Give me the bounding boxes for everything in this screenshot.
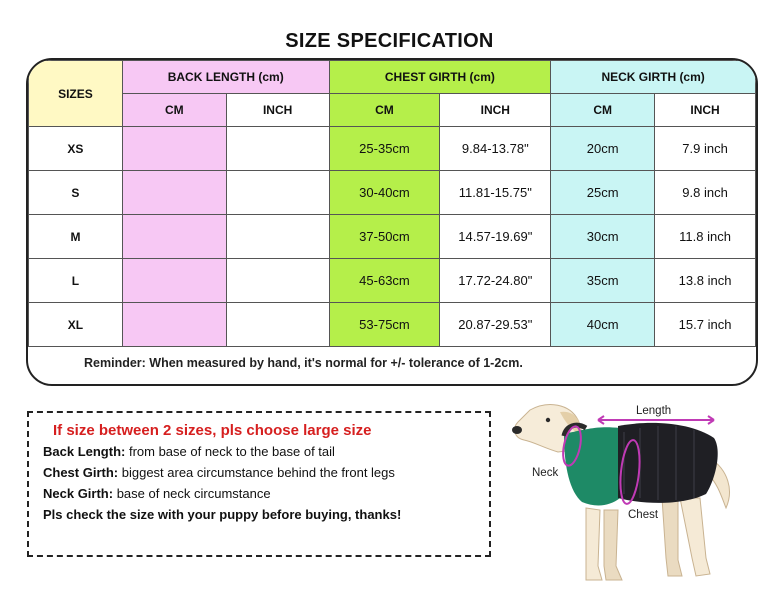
back-cm-header: CM (122, 94, 226, 127)
chest-label: Chest (628, 509, 659, 521)
length-arrow-icon (598, 416, 714, 424)
back-cm-cell (122, 259, 226, 303)
neck-cm-header: CM (551, 94, 655, 127)
neck-girth-text: base of neck circumstance (113, 486, 271, 501)
table-row (29, 215, 756, 259)
chest-cm-cell: 25-35cm (329, 127, 440, 171)
back-inch-cell (226, 215, 329, 259)
back-length-note (43, 441, 489, 462)
chest-cm-cell: 53-75cm (329, 303, 440, 347)
neck-inch-cell: 15.7 inch (655, 303, 756, 347)
chest-inch-cell: 9.84-13.78" (440, 127, 551, 171)
neck-inch-cell: 9.8 inch (655, 171, 756, 215)
back-cm-cell (122, 303, 226, 347)
chest-girth-note (43, 462, 489, 483)
dog-measure-diagram (500, 398, 772, 592)
neck-cm-cell: 25cm (551, 171, 655, 215)
size-note-box (27, 411, 491, 557)
size-cell: XS (29, 127, 123, 171)
page-title: SIZE SPECIFICATION (285, 30, 494, 52)
size-cell: XL (29, 303, 123, 347)
back-length-label: Back Length: (43, 444, 126, 459)
chest-girth-text: biggest area circumstance behind the front legs (118, 465, 395, 480)
neck-girth-header: NECK GIRTH (cm) (551, 61, 756, 94)
neck-cm-cell: 20cm (551, 127, 655, 171)
chest-inch-cell: 17.72-24.80" (440, 259, 551, 303)
table-row (29, 171, 756, 215)
chest-girth-header: CHEST GIRTH (cm) (329, 61, 551, 94)
neck-cm-cell: 35cm (551, 259, 655, 303)
neck-inch-cell: 13.8 inch (655, 259, 756, 303)
reminder-text: Reminder: When measured by hand, it's normal for +/- tolerance of 1-2cm. (84, 356, 523, 370)
neck-inch-header: INCH (655, 94, 756, 127)
chest-inch-header: INCH (440, 94, 551, 127)
dog-jacket (564, 423, 718, 506)
table-row (29, 127, 756, 171)
table-row (29, 259, 756, 303)
chest-inch-cell: 11.81-15.75" (440, 171, 551, 215)
neck-girth-note (43, 483, 489, 504)
neck-label: Neck (532, 467, 559, 479)
table-row (29, 303, 756, 347)
back-inch-cell (226, 259, 329, 303)
neck-cm-cell: 30cm (551, 215, 655, 259)
neck-cm-cell: 40cm (551, 303, 655, 347)
chest-inch-cell: 14.57-19.69" (440, 215, 551, 259)
sizes-header: SIZES (29, 61, 123, 127)
back-cm-cell (122, 171, 226, 215)
size-table (26, 58, 758, 386)
back-cm-cell (122, 127, 226, 171)
chest-cm-header: CM (329, 94, 440, 127)
check-size-note: Pls check the size with your puppy before buying, thanks! (43, 507, 402, 522)
back-inch-header: INCH (226, 94, 329, 127)
chest-cm-cell: 37-50cm (329, 215, 440, 259)
back-length-header: BACK LENGTH (cm) (122, 61, 329, 94)
chest-cm-cell: 30-40cm (329, 171, 440, 215)
chest-cm-cell: 45-63cm (329, 259, 440, 303)
size-cell: M (29, 215, 123, 259)
neck-girth-label: Neck Girth: (43, 486, 114, 501)
size-cell: L (29, 259, 123, 303)
size-warning: If size between 2 sizes, pls choose large size (53, 422, 372, 439)
back-length-text: from base of neck to the base of tail (125, 444, 335, 459)
size-cell: S (29, 171, 123, 215)
chest-inch-cell: 20.87-29.53" (440, 303, 551, 347)
back-inch-cell (226, 171, 329, 215)
size-grid (28, 60, 756, 347)
back-inch-cell (226, 127, 329, 171)
length-label: Length (636, 405, 672, 417)
chest-girth-label: Chest Girth: (43, 465, 119, 480)
back-cm-cell (122, 215, 226, 259)
neck-inch-cell: 11.8 inch (655, 215, 756, 259)
neck-inch-cell: 7.9 inch (655, 127, 756, 171)
back-inch-cell (226, 303, 329, 347)
